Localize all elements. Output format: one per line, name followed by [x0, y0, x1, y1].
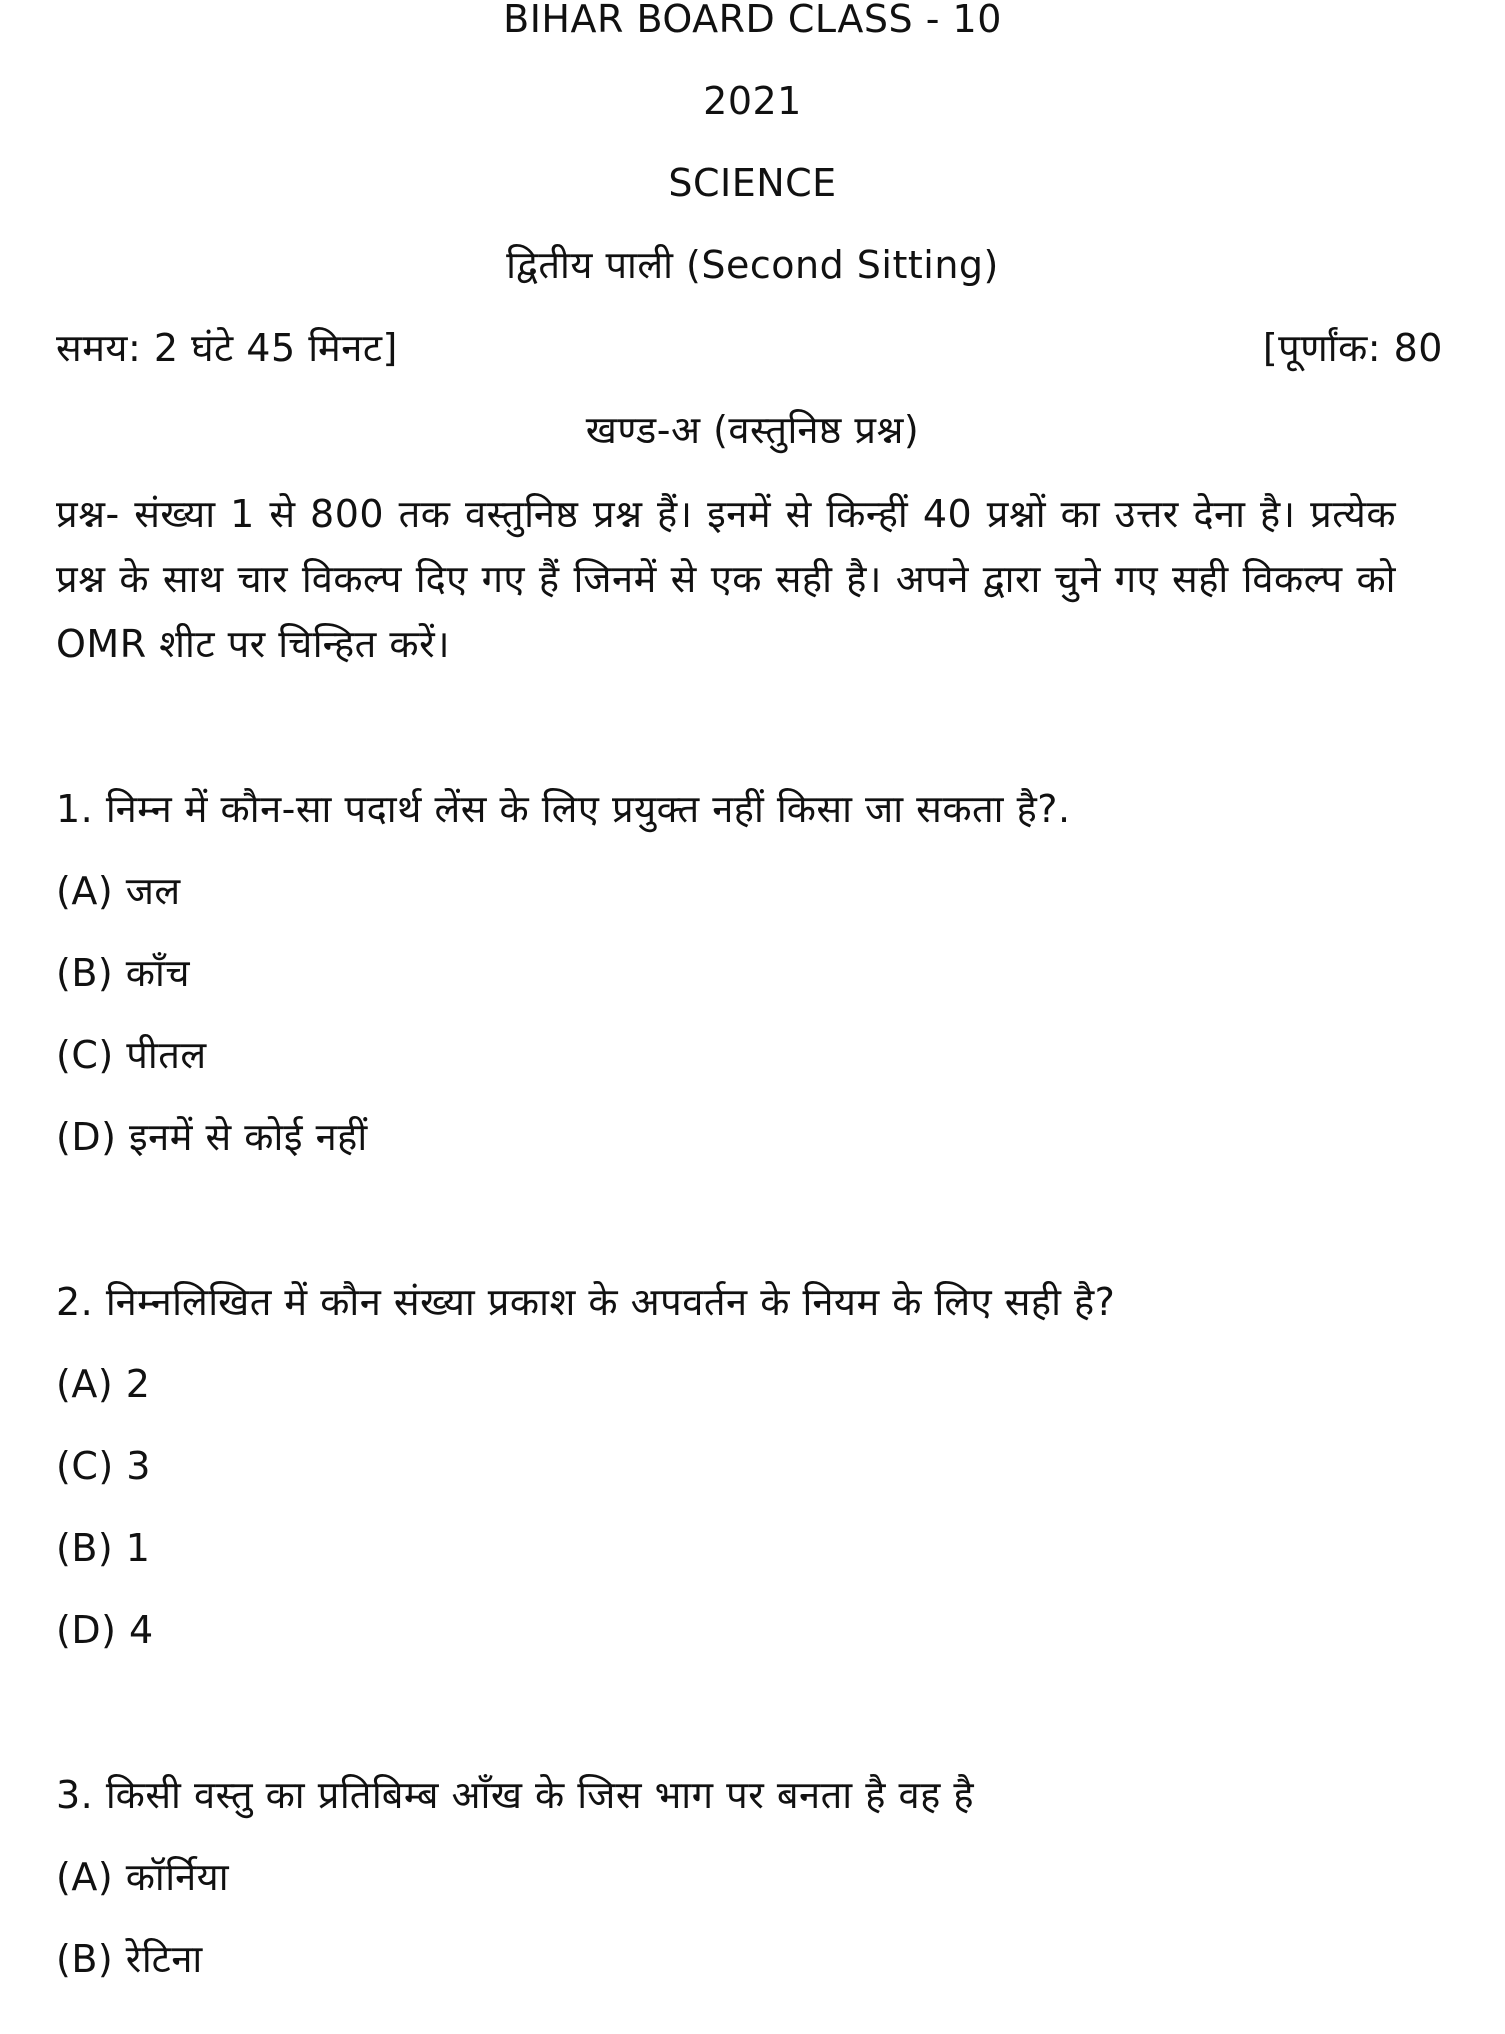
- instructions-paragraph: प्रश्न- संख्या 1 से 800 तक वस्तुनिष्ठ प्रश्न हैं। इनमें से किन्हीं 40 प्रश्नों का उत्तर देना है। प्रत्येक प्रश्न के साथ चार विकल्प दिए गए हैं जिनमें से एक सही है। अपने द्वारा चुने गए सही विकल्प को OMR शीट पर चिन्हित करें।: [56, 492, 1396, 666]
- time-allowed: समय: 2 घंटे 45 मिनट]: [56, 326, 398, 370]
- question-1-option-a: (A) जल: [56, 869, 181, 913]
- subject-title: SCIENCE: [668, 161, 837, 205]
- question-1-option-d: (D) इनमें से कोई नहीं: [56, 1115, 368, 1159]
- full-marks: [पूर्णांक: 80: [1262, 326, 1443, 370]
- question-3-text: 3. किसी वस्तु का प्रतिबिम्ब आँख के जिस भाग पर बनता है वह है: [56, 1773, 975, 1817]
- section-title: खण्ड-अ (वस्तुनिष्ठ प्रश्न): [585, 408, 920, 452]
- question-3-option-a: (A) कॉर्निया: [56, 1855, 230, 1899]
- board-title: BIHAR BOARD CLASS - 10: [503, 0, 1002, 41]
- question-2-option-2: (C) 3: [56, 1444, 151, 1488]
- question-2-option-1: (A) 2: [56, 1362, 151, 1406]
- question-1-option-c: (C) पीतल: [56, 1033, 207, 1077]
- question-2-option-4: (D) 4: [56, 1608, 154, 1652]
- question-2-option-3: (B) 1: [56, 1526, 151, 1570]
- question-1-text: 1. निम्न में कौन-सा पदार्थ लेंस के लिए प्रयुक्त नहीं किसा जा सकता है?.: [56, 787, 1071, 831]
- sitting-label: द्वितीय पाली (Second Sitting): [506, 243, 999, 287]
- question-1-option-b: (B) काँच: [56, 951, 190, 995]
- question-2-text: 2. निम्नलिखित में कौन संख्या प्रकाश के अपवर्तन के नियम के लिए सही है?: [56, 1280, 1116, 1324]
- exam-year: 2021: [703, 79, 802, 123]
- question-3-option-b: (B) रेटिना: [56, 1937, 203, 1981]
